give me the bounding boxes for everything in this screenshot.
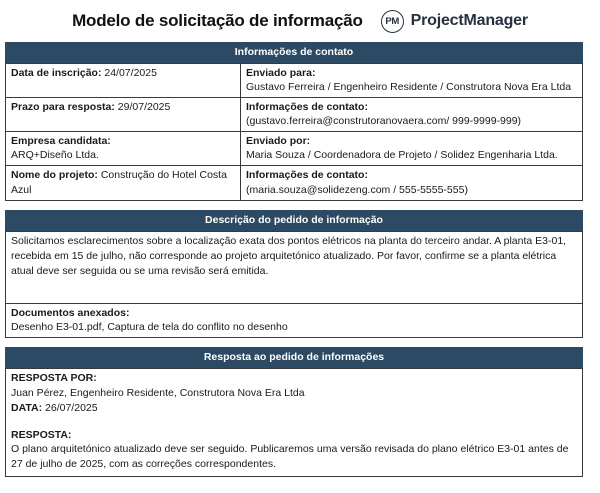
field-value: 29/07/2025	[117, 101, 171, 114]
response-date-value: 26/07/2025	[45, 401, 98, 414]
description-table	[5, 231, 583, 338]
cell-applicant-company	[6, 132, 241, 166]
contact-section	[5, 42, 583, 201]
response-table	[5, 368, 583, 477]
table-row	[6, 166, 583, 200]
field-label: Empresa candidata:	[11, 135, 111, 148]
contact-table	[5, 63, 583, 201]
field-value: Gustavo Ferreira / Engenheiro Residente / Construtora Nova Era Ltda	[246, 81, 572, 94]
cell-response-body	[6, 368, 583, 476]
cell-attachments	[6, 303, 583, 337]
table-row	[6, 231, 583, 303]
brand-logo	[381, 10, 528, 33]
field-label: Nome do projeto:	[11, 169, 98, 182]
field-value: (maria.souza@solidezeng.com / 555-5555-555)	[246, 183, 468, 196]
projectmanager-logo-icon: PM	[381, 10, 404, 33]
attachments-value: Desenho E3-01.pdf, Captura de tela do conflito no desenho	[11, 320, 288, 333]
response-date	[11, 401, 577, 416]
answer-value: O plano arquitetónico atualizado deve ser seguido. Publicaremos uma versão revisada do plano elétrico E3-01 antes de 27 de julho de 2025, com as correções correspondentes.	[11, 443, 569, 471]
response-section	[5, 347, 583, 477]
table-row	[6, 98, 583, 132]
cell-sender-contact	[241, 166, 583, 200]
responder-label: RESPOSTA POR:	[11, 371, 97, 384]
field-label: Prazo para resposta:	[11, 101, 115, 114]
cell-description-body	[6, 231, 583, 303]
field-value: 24/07/2025	[104, 67, 157, 80]
brand-name: ProjectManager	[410, 12, 528, 29]
field-label: Enviado por:	[246, 135, 311, 148]
field-value: (gustavo.ferreira@construtoranovaera.com/ 999-9999-999)	[246, 115, 522, 128]
table-row	[6, 64, 583, 98]
response-section-header: Resposta ao pedido de informações	[5, 347, 583, 368]
table-row	[6, 132, 583, 166]
answer-label: RESPOSTA:	[11, 428, 72, 441]
cell-sent-by	[241, 132, 583, 166]
cell-sent-to	[241, 64, 583, 98]
page-title: Modelo de solicitação de informação	[72, 11, 363, 30]
field-label: Enviado para:	[246, 67, 316, 80]
responder-value: Juan Pérez, Engenheiro Residente, Construtora Nova Era Ltda	[11, 386, 305, 399]
field-value: Construção do Hotel Costa Azul	[11, 169, 227, 196]
contact-section-header: Informações de contato	[5, 42, 583, 63]
field-label: Informações de contato:	[246, 101, 368, 114]
cell-project-name	[6, 166, 241, 200]
attachments-label: Documentos anexados:	[11, 306, 130, 319]
field-value: Maria Souza / Coordenadora de Projeto / Solidez Engenharia Ltda.	[246, 149, 558, 162]
section-spacer	[0, 201, 600, 210]
field-value: ARQ+Diseño Ltda.	[11, 149, 99, 162]
table-row	[6, 303, 583, 337]
description-text: Solicitamos esclarecimentos sobre a localização exata dos pontos elétricos na planta do terceiro andar. A planta E3-01, recebida em 15 de julho, não corresponde ao projeto arquitetónico atualizado. Por favor, confirme se a planta elétrica atual deve ser seguida ou se uma revisão será emitida.	[11, 234, 567, 278]
description-section-header: Descrição do pedido de informação	[5, 210, 583, 231]
response-blank-line	[11, 416, 577, 428]
cell-recipient-contact	[241, 98, 583, 132]
table-row	[6, 368, 583, 476]
response-date-label: DATA:	[11, 401, 43, 414]
section-spacer	[0, 338, 600, 347]
document-header	[0, 0, 600, 42]
description-section	[5, 210, 583, 338]
cell-response-deadline	[6, 98, 241, 132]
field-label: Informações de contato:	[246, 169, 368, 182]
field-label: Data de inscrição:	[11, 67, 102, 80]
cell-submission-date	[6, 64, 241, 98]
